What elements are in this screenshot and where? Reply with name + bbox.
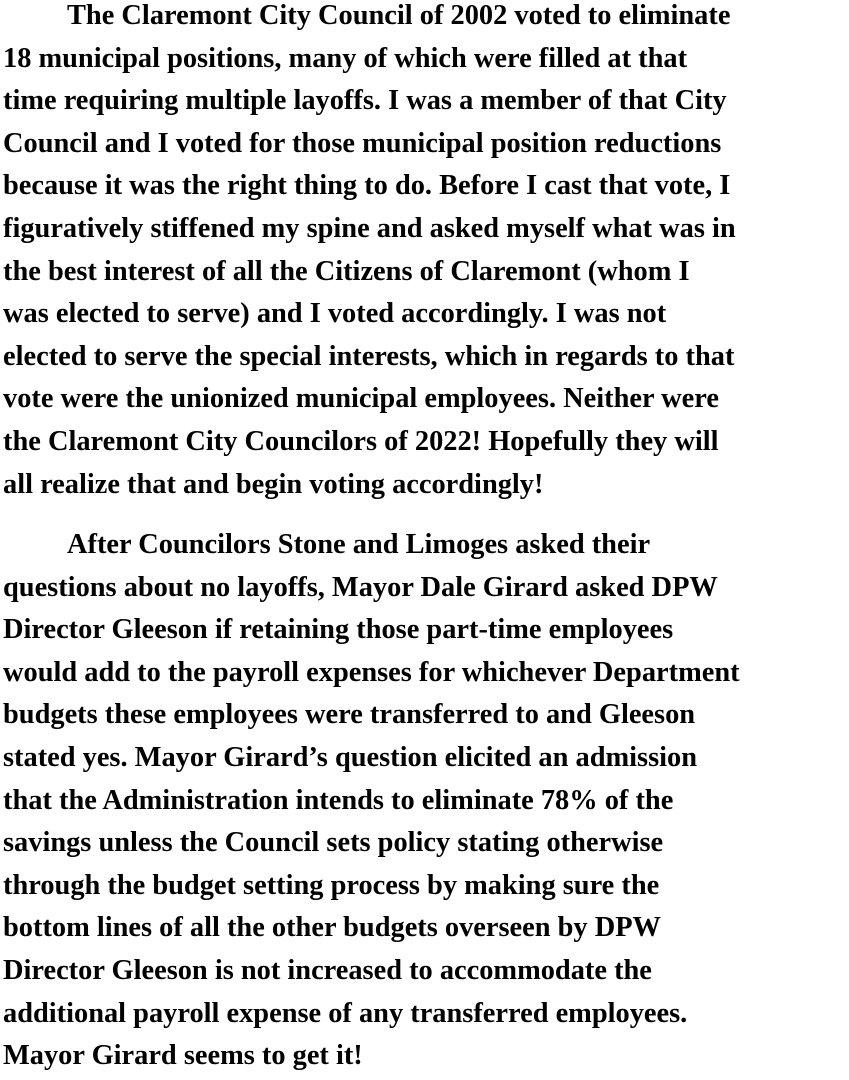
- text-line: would add to the payroll expenses for whichever Department: [3, 656, 740, 688]
- text-line: that the Administration intends to eliminate 78% of the: [3, 784, 674, 816]
- text-line: bottom lines of all the other budgets overseen by DPW: [3, 912, 661, 944]
- text-line: The Claremont City Council of 2002 voted to eliminate: [67, 0, 731, 31]
- text-line: savings unless the Council sets policy stating otherwise: [3, 827, 664, 859]
- text-line: was elected to serve) and I voted accordingly. I was not: [3, 298, 667, 330]
- text-line: all realize that and begin voting accordingly!: [3, 468, 544, 500]
- text-line: through the budget setting process by making sure the: [3, 869, 660, 901]
- text-line: Council and I voted for those municipal position reductions: [3, 127, 722, 159]
- text-line: Director Gleeson if retaining those part-time employees: [3, 614, 674, 646]
- text-line: budgets these employees were transferred to and Gleeson: [3, 699, 696, 731]
- text-line: figuratively stiffened my spine and asked myself what was in: [3, 212, 736, 244]
- text-line: the best interest of all the Citizens of Claremont (whom I: [3, 255, 690, 287]
- paragraph-1: [3, 0, 849, 506]
- paragraph-2: [3, 524, 849, 1078]
- text-line: questions about no layoffs, Mayor Dale Girard asked DPW: [3, 571, 718, 603]
- text-line: the Claremont City Councilors of 2022! Hopefully they will: [3, 425, 719, 457]
- text-line: vote were the unionized municipal employees. Neither were: [3, 383, 719, 415]
- text-line: Director Gleeson is not increased to accommodate the: [3, 954, 652, 986]
- text-line: elected to serve the special interests, which in regards to that: [3, 340, 735, 372]
- text-line: 18 municipal positions, many of which were filled at that: [3, 42, 688, 74]
- text-line: stated yes. Mayor Girard’s question elicited an admission: [3, 741, 697, 773]
- text-line: because it was the right thing to do. Before I cast that vote, I: [3, 170, 731, 202]
- text-line: additional payroll expense of any transferred employees.: [3, 997, 688, 1029]
- text-line: After Councilors Stone and Limoges asked their: [67, 529, 651, 560]
- text-line: Mayor Girard seems to get it!: [3, 1040, 363, 1072]
- text-line: time requiring multiple layoffs. I was a member of that City: [3, 85, 727, 117]
